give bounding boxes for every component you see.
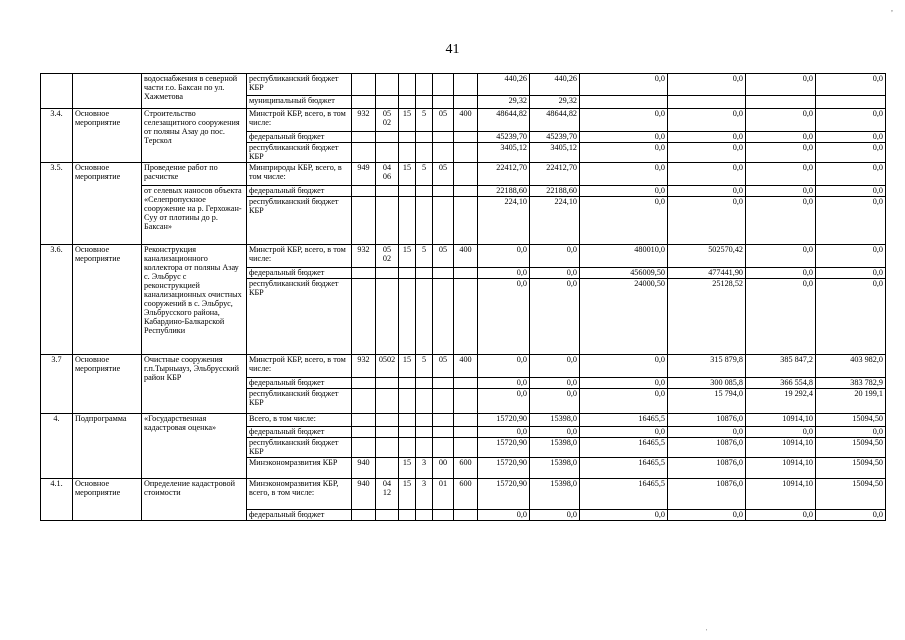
table-cell <box>376 378 399 389</box>
table-cell: 0,0 <box>580 510 668 521</box>
table-cell: 3.4. <box>41 109 73 163</box>
table-cell: Основное мероприятие <box>73 109 142 163</box>
table-cell: 0,0 <box>478 389 530 414</box>
table-cell: 0,0 <box>816 197 886 245</box>
table-cell: 0,0 <box>668 143 746 163</box>
table-cell <box>454 378 478 389</box>
table-cell <box>454 197 478 245</box>
table-row <box>41 355 886 378</box>
table-cell: федеральный бюджет <box>247 186 352 197</box>
table-cell <box>376 414 399 427</box>
table-cell: Строительство селезащитного сооружения от поляны Азау до пос. Терскол <box>142 109 247 163</box>
table-cell: 0,0 <box>746 132 816 143</box>
table-cell: 383 782,9 <box>816 378 886 389</box>
table-cell: 0,0 <box>746 510 816 521</box>
table-cell: 15094,50 <box>816 438 886 458</box>
table-cell: 477441,90 <box>668 268 746 279</box>
table-cell: 5 <box>416 163 433 186</box>
table-cell: 932 <box>352 109 376 132</box>
table-cell: 0,0 <box>478 279 530 355</box>
table-row <box>41 186 886 197</box>
table-cell <box>416 378 433 389</box>
table-cell <box>399 132 416 143</box>
table-cell: 5 <box>416 355 433 378</box>
table-cell: 15 <box>399 245 416 268</box>
table-cell: 0,0 <box>668 427 746 438</box>
table-cell <box>399 427 416 438</box>
table-cell <box>352 279 376 355</box>
table-cell: Всего, в том числе: <box>247 414 352 427</box>
table-cell: 3.7 <box>41 355 73 414</box>
table-cell: 400 <box>454 355 478 378</box>
table-cell: 24000,50 <box>580 279 668 355</box>
table-cell <box>399 143 416 163</box>
table-cell: 15720,90 <box>478 458 530 479</box>
table-cell: 05 02 <box>376 109 399 132</box>
table-cell: 0,0 <box>668 197 746 245</box>
table-cell: 940 <box>352 479 376 510</box>
table-cell: Основное мероприятие <box>73 355 142 414</box>
table-cell <box>433 268 454 279</box>
table-cell: 0,0 <box>580 427 668 438</box>
table-cell: 15 <box>399 109 416 132</box>
table-cell <box>433 186 454 197</box>
table-cell <box>376 268 399 279</box>
scan-mark: ' <box>706 628 708 636</box>
table-cell: 05 <box>433 355 454 378</box>
table-cell <box>816 96 886 109</box>
table-cell <box>433 279 454 355</box>
table-cell: Минстрой КБР, всего, в том числе: <box>247 355 352 378</box>
table-cell <box>433 389 454 414</box>
table-cell: 0,0 <box>478 355 530 378</box>
table-cell <box>454 438 478 458</box>
table-cell: Реконструкция канализационного коллектора от поляны Азау с. Эльбрус с реконструкцией канализационных очистных сооружений в с. Эльбрус, Эльбрусского района, Кабардино-Балкарской Республики <box>142 245 247 355</box>
table-cell <box>416 389 433 414</box>
table-cell: 0,0 <box>746 268 816 279</box>
table-cell: 0,0 <box>530 268 580 279</box>
table-cell: Проведение работ по расчистке <box>142 163 247 186</box>
table-cell: 3 <box>416 479 433 510</box>
table-cell: 0,0 <box>580 355 668 378</box>
table-cell: 3405,12 <box>530 143 580 163</box>
table-cell <box>376 389 399 414</box>
table-cell: 0,0 <box>746 163 816 186</box>
table-cell: 224,10 <box>530 197 580 245</box>
table-cell: 05 <box>433 163 454 186</box>
table-cell <box>454 163 478 186</box>
table-cell <box>416 427 433 438</box>
table-cell <box>433 438 454 458</box>
table-cell: 15398,0 <box>530 414 580 427</box>
table-cell: федеральный бюджет <box>247 510 352 521</box>
table-cell: 0,0 <box>580 197 668 245</box>
table-cell: 0,0 <box>530 355 580 378</box>
table-cell: 456009,50 <box>580 268 668 279</box>
table-cell <box>73 74 142 109</box>
table-cell <box>433 132 454 143</box>
table-cell: 224,10 <box>478 197 530 245</box>
table-cell: 0,0 <box>746 197 816 245</box>
table-cell: 04 06 <box>376 163 399 186</box>
table-cell: 300 085,8 <box>668 378 746 389</box>
table-row <box>41 245 886 268</box>
table-cell: 0,0 <box>530 279 580 355</box>
table-cell: 16465,5 <box>580 438 668 458</box>
table-cell: 15094,50 <box>816 414 886 427</box>
table-cell: от селевых наносов объекта «Селепропускное сооружение на р. Герхожан-Суу от плотины до р. Баксан» <box>142 186 247 245</box>
table-cell <box>376 279 399 355</box>
table-cell <box>433 96 454 109</box>
table-cell <box>376 132 399 143</box>
table-cell <box>352 197 376 245</box>
table-cell <box>352 143 376 163</box>
table-cell <box>454 74 478 96</box>
table-cell: 0,0 <box>478 510 530 521</box>
table-cell: 29,32 <box>478 96 530 109</box>
table-cell: Минприроды КБР, всего, в том числе: <box>247 163 352 186</box>
table-cell: Определение кадастровой стоимости <box>142 479 247 521</box>
table-row <box>41 109 886 132</box>
table-cell: 10876,0 <box>668 458 746 479</box>
table-cell: 502570,42 <box>668 245 746 268</box>
table-cell <box>399 197 416 245</box>
table-cell: 22188,60 <box>478 186 530 197</box>
table-cell <box>746 96 816 109</box>
table-cell <box>454 414 478 427</box>
table-cell: Подпрограмма <box>73 414 142 479</box>
table-cell: 0,0 <box>530 378 580 389</box>
table-cell: 48644,82 <box>478 109 530 132</box>
table-cell: 15 <box>399 479 416 510</box>
table-cell: 3.5. <box>41 163 73 245</box>
table-cell <box>580 96 668 109</box>
table-cell: 949 <box>352 163 376 186</box>
table-cell: 10914,10 <box>746 438 816 458</box>
table-cell: 0,0 <box>816 132 886 143</box>
table-cell: 0,0 <box>668 186 746 197</box>
table-cell: 0,0 <box>478 268 530 279</box>
table-cell: Минэкономразвития КБР, всего, в том числе: <box>247 479 352 510</box>
table-cell: 0,0 <box>816 74 886 96</box>
table-row <box>41 479 886 510</box>
table-cell: 932 <box>352 245 376 268</box>
table-cell <box>352 96 376 109</box>
table-cell <box>352 268 376 279</box>
table-cell: 16465,5 <box>580 479 668 510</box>
table-cell: 0,0 <box>746 245 816 268</box>
table-cell <box>454 279 478 355</box>
table-cell: 15 <box>399 355 416 378</box>
table-cell: 0,0 <box>580 389 668 414</box>
table-cell <box>433 510 454 521</box>
table-cell: 05 <box>433 245 454 268</box>
table-cell <box>433 197 454 245</box>
table-cell: 932 <box>352 355 376 378</box>
table-cell: 15 794,0 <box>668 389 746 414</box>
table-cell: федеральный бюджет <box>247 427 352 438</box>
table-cell <box>416 268 433 279</box>
table-cell: 15094,50 <box>816 458 886 479</box>
table-cell: 0,0 <box>580 186 668 197</box>
table-cell: 05 02 <box>376 245 399 268</box>
table-cell: федеральный бюджет <box>247 378 352 389</box>
table-cell <box>352 438 376 458</box>
table-cell: 0,0 <box>816 245 886 268</box>
table-cell <box>352 132 376 143</box>
budget-table <box>40 73 886 521</box>
table-cell: 0,0 <box>746 109 816 132</box>
table-cell: 19 292,4 <box>746 389 816 414</box>
table-cell: 45239,70 <box>478 132 530 143</box>
table-cell: 15398,0 <box>530 438 580 458</box>
table-cell: 4. <box>41 414 73 479</box>
table-cell: 10876,0 <box>668 414 746 427</box>
table-cell: федеральный бюджет <box>247 268 352 279</box>
table-cell <box>376 74 399 96</box>
table-cell <box>454 132 478 143</box>
table-cell: 440,26 <box>530 74 580 96</box>
table-cell <box>416 510 433 521</box>
table-cell: 20 199,1 <box>816 389 886 414</box>
table-cell <box>376 197 399 245</box>
table-cell: 0,0 <box>668 510 746 521</box>
page-number: 41 <box>445 42 460 57</box>
table-cell: 0,0 <box>580 143 668 163</box>
table-cell <box>352 427 376 438</box>
table-cell <box>352 389 376 414</box>
table-row <box>41 414 886 427</box>
table-cell: 0502 <box>376 355 399 378</box>
table-cell: 15720,90 <box>478 414 530 427</box>
table-cell <box>399 279 416 355</box>
table-cell <box>433 74 454 96</box>
table-cell: Минстрой КБР, всего, в том числе: <box>247 245 352 268</box>
table-cell <box>376 96 399 109</box>
table-cell: 0,0 <box>580 132 668 143</box>
table-cell: 0,0 <box>746 186 816 197</box>
table-cell <box>433 143 454 163</box>
table-cell: 0,0 <box>580 109 668 132</box>
table-cell: 0,0 <box>668 132 746 143</box>
table-cell <box>399 378 416 389</box>
table-cell: 3.6. <box>41 245 73 355</box>
table-cell: 0,0 <box>668 163 746 186</box>
table-cell: 0,0 <box>530 510 580 521</box>
table-cell <box>41 74 73 109</box>
table-cell: Минстрой КБР, всего, в том числе: <box>247 109 352 132</box>
table-cell <box>668 96 746 109</box>
table-cell: 04 12 <box>376 479 399 510</box>
table-cell <box>376 458 399 479</box>
table-cell: 0,0 <box>530 389 580 414</box>
table-cell: 25128,52 <box>668 279 746 355</box>
table-cell: 0,0 <box>580 378 668 389</box>
table-cell <box>454 510 478 521</box>
table-cell: 3405,12 <box>478 143 530 163</box>
table-cell: 480010,0 <box>580 245 668 268</box>
table-cell <box>416 197 433 245</box>
table-cell: 0,0 <box>816 427 886 438</box>
table-cell <box>352 414 376 427</box>
table-cell <box>376 143 399 163</box>
table-cell: 22412,70 <box>530 163 580 186</box>
table-cell: 0,0 <box>668 74 746 96</box>
table-cell: 10914,10 <box>746 479 816 510</box>
table-cell <box>376 186 399 197</box>
table-cell: водоснабжения в северной части г.о. Баксан по ул. Хажметова <box>142 74 247 109</box>
table-cell: 01 <box>433 479 454 510</box>
table-cell: 0,0 <box>746 427 816 438</box>
table-cell <box>399 186 416 197</box>
table-cell: 440,26 <box>478 74 530 96</box>
table-cell <box>416 96 433 109</box>
table-cell: 400 <box>454 109 478 132</box>
table-cell <box>416 143 433 163</box>
table-cell: 315 879,8 <box>668 355 746 378</box>
table-cell: 0,0 <box>816 163 886 186</box>
table-cell: 4.1. <box>41 479 73 521</box>
table-cell: 0,0 <box>580 74 668 96</box>
table-cell <box>416 74 433 96</box>
table-cell: 00 <box>433 458 454 479</box>
table-cell <box>433 378 454 389</box>
table-cell <box>454 96 478 109</box>
table-cell <box>416 279 433 355</box>
table-cell: 0,0 <box>478 378 530 389</box>
table-cell <box>352 378 376 389</box>
table-cell: 940 <box>352 458 376 479</box>
table-cell: 29,32 <box>530 96 580 109</box>
corner-mark: , <box>891 4 893 13</box>
table-cell <box>399 510 416 521</box>
table-cell: Основное мероприятие <box>73 479 142 521</box>
table-cell <box>399 389 416 414</box>
table-cell: 0,0 <box>816 186 886 197</box>
table-cell <box>433 427 454 438</box>
table-cell: 600 <box>454 479 478 510</box>
table-cell <box>399 438 416 458</box>
table-row <box>41 163 886 186</box>
table-cell <box>376 438 399 458</box>
table-cell: 0,0 <box>816 279 886 355</box>
table-cell <box>376 427 399 438</box>
table-cell: 48644,82 <box>530 109 580 132</box>
table-cell: 15720,90 <box>478 438 530 458</box>
table-cell: Основное мероприятие <box>73 163 142 245</box>
table-cell: 0,0 <box>530 427 580 438</box>
table-cell: 10914,10 <box>746 458 816 479</box>
table-cell: муниципальный бюджет <box>247 96 352 109</box>
table-cell <box>352 74 376 96</box>
table-cell: 0,0 <box>816 510 886 521</box>
table-cell <box>416 414 433 427</box>
table-cell <box>454 389 478 414</box>
table-cell: 5 <box>416 245 433 268</box>
table-cell: 0,0 <box>478 427 530 438</box>
table-cell: 22188,60 <box>530 186 580 197</box>
table-cell: 45239,70 <box>530 132 580 143</box>
table-cell: 400 <box>454 245 478 268</box>
table-cell: 15 <box>399 458 416 479</box>
table-cell: 0,0 <box>530 245 580 268</box>
table-cell: 16465,5 <box>580 458 668 479</box>
table-cell: 15398,0 <box>530 458 580 479</box>
table-cell <box>399 414 416 427</box>
table-cell: 22412,70 <box>478 163 530 186</box>
table-cell: 385 847,2 <box>746 355 816 378</box>
table-cell: республиканский бюджет КБР <box>247 389 352 414</box>
table-cell <box>454 268 478 279</box>
table-cell <box>454 427 478 438</box>
table-cell <box>399 74 416 96</box>
table-cell <box>454 143 478 163</box>
table-cell: 600 <box>454 458 478 479</box>
table-cell: Основное мероприятие <box>73 245 142 355</box>
table-cell: 0,0 <box>478 245 530 268</box>
table-cell: 0,0 <box>746 74 816 96</box>
table-cell: 16465,5 <box>580 414 668 427</box>
table-cell: Очистные сооружения г.п.Тырныауз, Эльбрусский район КБР <box>142 355 247 414</box>
table-cell: 0,0 <box>816 109 886 132</box>
table-cell <box>416 186 433 197</box>
table-cell: 0,0 <box>816 268 886 279</box>
table-cell: 403 982,0 <box>816 355 886 378</box>
table-cell: республиканский бюджет КБР <box>247 438 352 458</box>
table-cell: республиканский бюджет КБР <box>247 197 352 245</box>
table-cell: 10876,0 <box>668 479 746 510</box>
table-cell: 05 <box>433 109 454 132</box>
table-cell <box>416 438 433 458</box>
table-cell: «Государственная кадастровая оценка» <box>142 414 247 479</box>
table-cell <box>454 186 478 197</box>
table-cell: 0,0 <box>746 143 816 163</box>
table-cell: 0,0 <box>668 109 746 132</box>
table-cell: 0,0 <box>746 279 816 355</box>
table-cell: 366 554,8 <box>746 378 816 389</box>
table-cell: республиканский бюджет КБР <box>247 74 352 96</box>
table-cell: 5 <box>416 109 433 132</box>
table-cell: 0,0 <box>580 163 668 186</box>
table-cell <box>399 96 416 109</box>
table-cell: 15 <box>399 163 416 186</box>
table-cell: республиканский бюджет КБР <box>247 143 352 163</box>
table-cell <box>352 510 376 521</box>
table-cell: Минэкономразвития КБР <box>247 458 352 479</box>
table-cell: 3 <box>416 458 433 479</box>
table-cell <box>433 414 454 427</box>
table-cell <box>399 268 416 279</box>
table-row <box>41 74 886 96</box>
table-cell <box>416 132 433 143</box>
table-cell <box>376 510 399 521</box>
table-cell: республиканский бюджет КБР <box>247 279 352 355</box>
table-cell: 0,0 <box>816 143 886 163</box>
table-cell: 15398,0 <box>530 479 580 510</box>
table-cell: 15094,50 <box>816 479 886 510</box>
table-cell: федеральный бюджет <box>247 132 352 143</box>
table-cell: 15720,90 <box>478 479 530 510</box>
table-cell <box>352 186 376 197</box>
table-cell: 10914,10 <box>746 414 816 427</box>
table-cell: 10876,0 <box>668 438 746 458</box>
